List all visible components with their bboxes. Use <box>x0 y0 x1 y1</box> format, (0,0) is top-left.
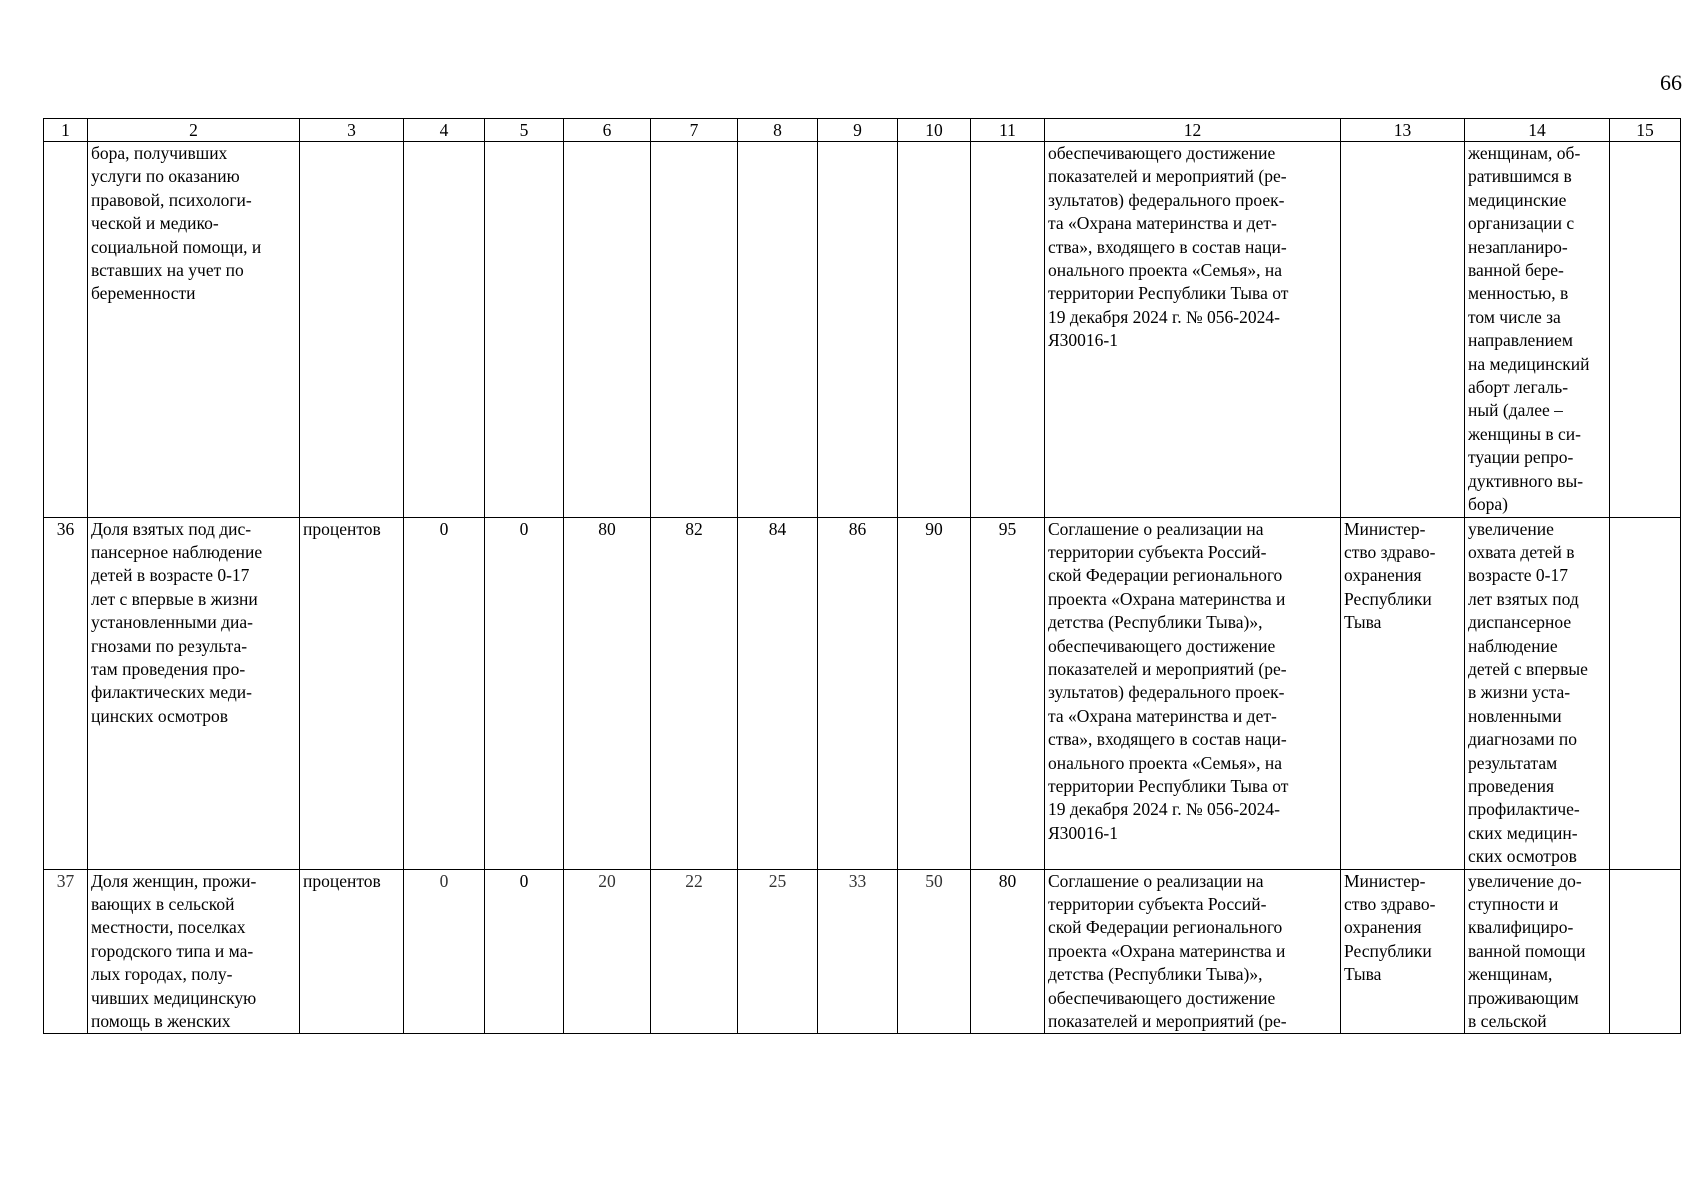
note-cell <box>1610 142 1681 518</box>
indicators-table <box>43 118 1681 1034</box>
responsible-cell: Министер- ство здраво- охранения Республики Тыва <box>1341 869 1465 1034</box>
table-row-continued <box>44 142 1681 518</box>
value-cell-col5 <box>485 142 564 518</box>
column-header-10: 10 <box>898 119 971 142</box>
column-header-12: 12 <box>1045 119 1341 142</box>
column-header-5: 5 <box>485 119 564 142</box>
value-cell-col8: 84 <box>738 517 818 869</box>
value-cell-col7 <box>651 142 738 518</box>
table-row-36 <box>44 517 1681 869</box>
value-cell-col4: 0 <box>404 869 485 1034</box>
column-header-13: 13 <box>1341 119 1465 142</box>
note-cell <box>1610 869 1681 1034</box>
value-cell-col11: 80 <box>971 869 1045 1034</box>
value-cell-col8: 25 <box>738 869 818 1034</box>
column-header-8: 8 <box>738 119 818 142</box>
result-cell: женщинам, об- ратившимся в медицинские организации с незапланиро- ванной бере- менностью, в том числе за направлением на медицинский аборт легаль- ный (далее – женщины в си- туации репро- дуктивного вы- бора) <box>1465 142 1610 518</box>
column-header-15: 15 <box>1610 119 1681 142</box>
unit-cell <box>300 142 404 518</box>
value-cell-col4: 0 <box>404 517 485 869</box>
column-header-4: 4 <box>404 119 485 142</box>
value-cell-col10: 90 <box>898 517 971 869</box>
value-cell-col10: 50 <box>898 869 971 1034</box>
indicator-name-cell: Доля взятых под дис- пансерное наблюдение детей в возрасте 0-17 лет с впервые в жизни установленными диа- гнозами по результа- там проведения про- филактических меди- цинских осмотров <box>88 517 300 869</box>
value-cell-col8 <box>738 142 818 518</box>
value-cell-col4 <box>404 142 485 518</box>
value-cell-col7: 22 <box>651 869 738 1034</box>
column-header-11: 11 <box>971 119 1045 142</box>
column-header-1: 1 <box>44 119 88 142</box>
indicator-name-cell: Доля женщин, прожи- вающих в сельской местности, поселках городского типа и ма- лых городах, полу- чивших медицинскую помощь в женских <box>88 869 300 1034</box>
row-number-cell: 37 <box>44 869 88 1034</box>
column-number-header-row <box>44 119 1681 142</box>
value-cell-col7: 82 <box>651 517 738 869</box>
responsible-cell: Министер- ство здраво- охранения Республики Тыва <box>1341 517 1465 869</box>
unit-cell: процентов <box>300 517 404 869</box>
column-header-3: 3 <box>300 119 404 142</box>
value-cell-col9: 33 <box>818 869 898 1034</box>
page-number: 66 <box>1660 70 1682 95</box>
column-header-7: 7 <box>651 119 738 142</box>
column-header-9: 9 <box>818 119 898 142</box>
value-cell-col9: 86 <box>818 517 898 869</box>
row-number-cell <box>44 142 88 518</box>
value-cell-col10 <box>898 142 971 518</box>
responsible-cell <box>1341 142 1465 518</box>
table-row-37 <box>44 869 1681 1034</box>
value-cell-col11: 95 <box>971 517 1045 869</box>
document-cell: Соглашение о реализации на территории субъекта Россий- ской Федерации регионального проекта «Охрана материнства и детства (Республики Тыва)», обеспечивающего достижение показателей и мероприятий (ре- зультатов) федерального проек- та «Охрана материнства и дет- ства», входящего в состав наци- онального проекта «Семья», на территории Республики Тыва от 19 декабря 2024 г. № 056-2024- Я30016-1 <box>1045 517 1341 869</box>
result-cell: увеличение охвата детей в возрасте 0-17 лет взятых под диспансерное наблюдение детей с впервые в жизни уста- новленными диагнозами по результатам проведения профилактиче- ских медицин- ских осмотров <box>1465 517 1610 869</box>
value-cell-col6 <box>564 142 651 518</box>
document-cell: Соглашение о реализации на территории субъекта Россий- ской Федерации регионального проекта «Охрана материнства и детства (Республики Тыва)», обеспечивающего достижение показателей и мероприятий (ре- <box>1045 869 1341 1034</box>
value-cell-col6: 20 <box>564 869 651 1034</box>
column-header-6: 6 <box>564 119 651 142</box>
column-header-14: 14 <box>1465 119 1610 142</box>
value-cell-col5: 0 <box>485 869 564 1034</box>
unit-cell: процентов <box>300 869 404 1034</box>
document-cell: обеспечивающего достижение показателей и мероприятий (ре- зультатов) федерального проек- та «Охрана материнства и дет- ства», входящего в состав наци- онального проекта «Семья», на территории Республики Тыва от 19 декабря 2024 г. № 056-2024- Я30016-1 <box>1045 142 1341 518</box>
value-cell-col9 <box>818 142 898 518</box>
indicator-name-cell: бора, получивших услуги по оказанию правовой, психологи- ческой и медико- социальной помощи, и вставших на учет по беременности <box>88 142 300 518</box>
row-number-cell: 36 <box>44 517 88 869</box>
column-header-2: 2 <box>88 119 300 142</box>
value-cell-col11 <box>971 142 1045 518</box>
note-cell <box>1610 517 1681 869</box>
value-cell-col5: 0 <box>485 517 564 869</box>
value-cell-col6: 80 <box>564 517 651 869</box>
result-cell: увеличение до- ступности и квалифициро- ванной помощи женщинам, проживающим в сельской <box>1465 869 1610 1034</box>
